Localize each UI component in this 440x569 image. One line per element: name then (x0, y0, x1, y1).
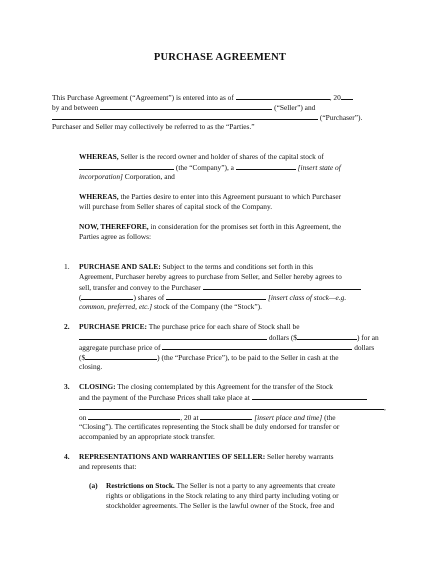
intro-line1-year: , 20 (329, 93, 341, 102)
intro-line1-text: This Purchase Agreement (“Agreement”) is entered into as of (52, 93, 234, 102)
section-1-text4c: [insert class of stock—e.g. (267, 293, 347, 302)
whereas1-text2a: (the “Company”), a (175, 163, 234, 172)
therefore-line-1 (79, 222, 341, 232)
document-title: PURCHASE AGREEMENT (153, 52, 287, 63)
section-3-number: 3. (64, 382, 70, 391)
section-1-line-1 (79, 262, 313, 272)
seller-name-blank[interactable] (100, 102, 272, 110)
whereas2-text1: the Parties desire to enter into this Agreement pursuant to which Purchaser (120, 192, 342, 201)
aggregate-price-words-blank[interactable] (162, 342, 352, 350)
share-count-words-blank[interactable] (203, 282, 361, 290)
section-1-text4b: ) shares of (133, 293, 165, 302)
section-2-text1: The purchase price for each share of Stock shall be (148, 322, 300, 331)
section-3-text4d: [insert place and time] (254, 413, 323, 422)
section-2-text2b: ) for an (356, 333, 379, 342)
section-2-heading: PURCHASE PRICE: (79, 322, 147, 331)
section-3-text4a: on (79, 413, 87, 422)
intro-line2-seller: (“Seller”) and (274, 103, 316, 112)
whereas2-line-1 (79, 192, 341, 202)
year-blank[interactable] (341, 92, 353, 100)
closing-place-blank[interactable] (252, 392, 367, 400)
company-name-blank[interactable] (79, 162, 174, 170)
whereas1-lead: WHEREAS, (79, 152, 119, 161)
section-2-text4a: ($ (79, 353, 86, 362)
section-2-line-5: closing. (79, 362, 103, 371)
subsection-a-line-3: stockholder agreements. The Seller is the lawful owner of the Stock, free and (106, 501, 335, 510)
section-2-text2a: dollars ($ (268, 333, 297, 342)
whereas2-line-2: will purchase from Seller shares of capital stock of the Company. (79, 202, 273, 211)
section-1-number: 1. (64, 262, 70, 271)
whereas1-text2b: [insert state of (297, 163, 341, 172)
subsection-a-heading: Restrictions on Stock. (106, 481, 175, 490)
section-4-heading: REPRESENTATIONS AND WARRANTIES OF SELLER: (79, 452, 266, 461)
whereas1-line-1 (79, 152, 324, 162)
section-1-text5a: common, preferred, etc.] (79, 302, 153, 311)
section-3-text4c: at (193, 413, 199, 422)
closing-place-continued-blank[interactable] (79, 402, 384, 410)
section-4-text1: Seller hereby warrants (267, 452, 334, 461)
section-3-text3a: , (384, 403, 386, 412)
section-3-line-1 (79, 382, 333, 392)
subsection-a-line-1 (106, 481, 335, 491)
section-1-line-5 (79, 302, 262, 312)
section-3-line-5: “Closing”). The certificates representing the Stock shall be duly endorsed for transfer or (79, 422, 340, 431)
intro-line3-purchaser: (“Purchaser”). (319, 113, 363, 122)
section-1-text5b: stock of the Company (the “Stock”). (154, 302, 262, 311)
purchaser-name-blank[interactable] (52, 112, 318, 120)
intro-line2-text: by and between (52, 103, 99, 112)
stock-class-blank[interactable] (166, 292, 266, 300)
aggregate-price-blank[interactable] (85, 352, 157, 360)
section-3-text1: The closing contemplated by this Agreement for the transfer of the Stock (117, 382, 333, 391)
section-2-text4b: ) (the “Purchase Price”), to be paid to the Seller in cash at the (157, 353, 339, 362)
whereas1-text1: Seller is the record owner and holder of shares of the capital stock of (120, 152, 324, 161)
section-4-line-1 (79, 452, 334, 462)
subsection-a-label: (a) (89, 481, 98, 490)
closing-time-blank[interactable] (200, 412, 252, 420)
section-2-text3b: dollars (354, 343, 375, 352)
section-4-line-2: and represents that: (79, 462, 137, 471)
subsection-a-line-2: rights or obligations in the Stock relating to any third party including voting or (106, 491, 339, 500)
subsection-a-text1: The Seller is not a party to any agreements that create (176, 481, 336, 490)
section-1-text4a: ( (79, 293, 82, 302)
section-3-text2: and the payment of the Purchase Prices shall take place at (79, 393, 250, 402)
therefore-lead: NOW, THEREFORE, (79, 222, 149, 231)
therefore-line-2: Parties agree as follows: (79, 232, 152, 241)
section-3-line-6: accompanied by an appropriate stock transfer. (79, 432, 215, 441)
company-state-blank[interactable] (236, 162, 296, 170)
whereas1-text3b: Corporation, and (124, 172, 175, 181)
whereas2-lead: WHEREAS, (79, 192, 119, 201)
whereas1-text3a: incorporation] (79, 172, 123, 181)
section-2-line-4 (79, 352, 339, 363)
date-blank[interactable] (236, 92, 330, 100)
section-2-line-1 (79, 322, 300, 332)
section-1-text3: sell, transfer and convey to the Purchaser (79, 283, 201, 292)
therefore-text1: in consideration for the promises set forth in this Agreement, the (150, 222, 342, 231)
section-3-heading: CLOSING: (79, 382, 116, 391)
section-4-number: 4. (64, 452, 70, 461)
section-1-heading: PURCHASE AND SALE: (79, 262, 161, 271)
intro-line-4: Purchaser and Seller may collectively be referred to as the “Parties.” (52, 122, 255, 131)
section-3-text4e: (the (324, 413, 336, 422)
section-1-line-2: Agreement, Purchaser hereby agrees to purchase from Seller, and Seller hereby agrees to (79, 272, 342, 281)
share-count-blank[interactable] (81, 292, 133, 300)
section-2-text3a: aggregate purchase price of (79, 343, 161, 352)
closing-date-blank[interactable] (88, 412, 180, 420)
section-3-text4b: , 20 (180, 413, 192, 422)
whereas1-line-3 (79, 172, 175, 182)
section-2-number: 2. (64, 322, 70, 331)
price-per-share-words-blank[interactable] (79, 332, 267, 340)
section-1-text1: Subject to the terms and conditions set forth in this (162, 262, 314, 271)
price-per-share-blank[interactable] (297, 332, 357, 340)
